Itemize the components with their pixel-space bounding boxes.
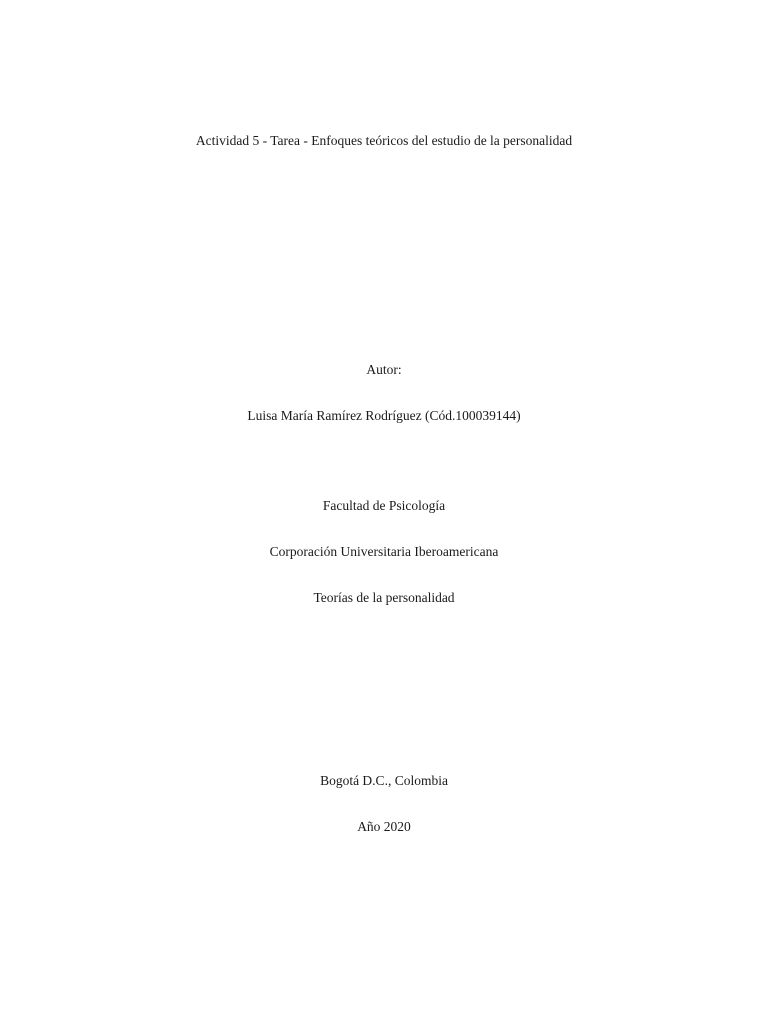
author-name: Luisa María Ramírez Rodríguez (Cód.100039144) bbox=[247, 408, 521, 423]
institution-name: Corporación Universitaria Iberoamericana bbox=[269, 544, 499, 559]
author-label: Autor: bbox=[366, 362, 402, 377]
year: Año 2020 bbox=[357, 819, 411, 834]
faculty-name: Facultad de Psicología bbox=[322, 498, 446, 513]
document-title: Actividad 5 - Tarea - Enfoques teóricos del estudio de la personalidad bbox=[195, 133, 573, 148]
location: Bogotá D.C., Colombia bbox=[320, 773, 448, 788]
course-name: Teorías de la personalidad bbox=[313, 590, 455, 605]
